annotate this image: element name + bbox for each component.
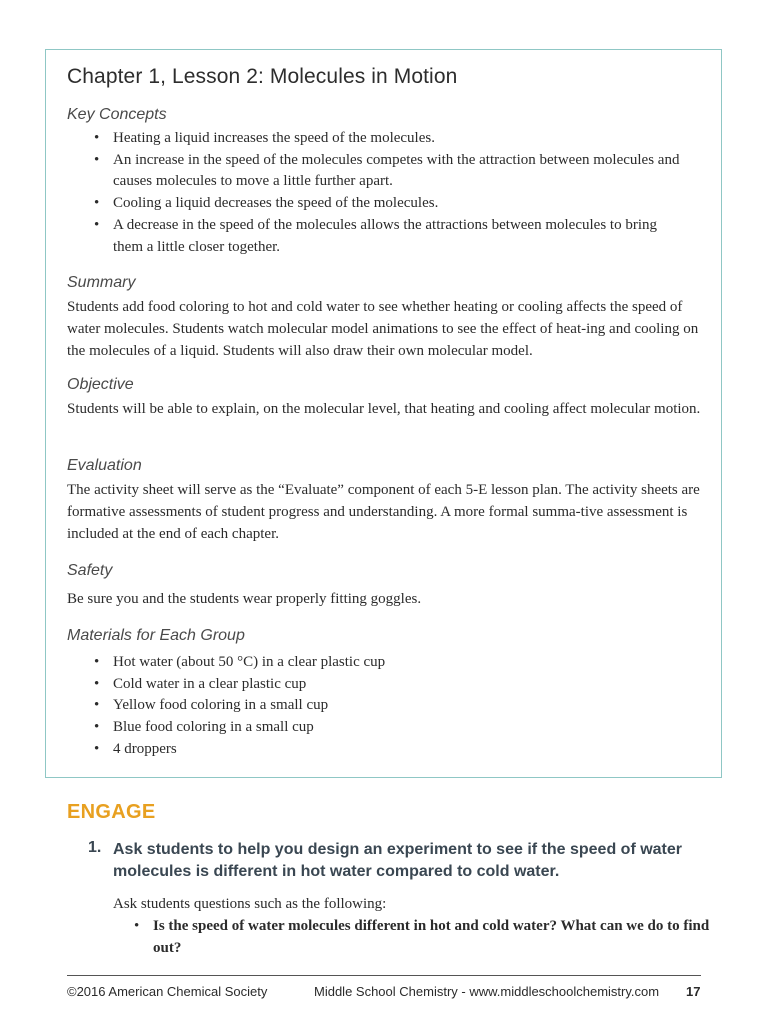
key-concepts-list bbox=[90, 128, 680, 258]
footer-divider bbox=[67, 975, 701, 976]
evaluation-text: The activity sheet will serve as the “Evaluate” component of each 5-E lesson plan. The activity sheets are formative assessments of student progress and understanding. A more formal summa-tive assessment is included at the end of each chapter. bbox=[67, 482, 700, 542]
key-concepts-heading: Key Concepts bbox=[67, 106, 167, 123]
objective-heading: Objective bbox=[67, 376, 134, 393]
step-text: Ask students to help you design an experiment to see if the speed of water molecules is different in hot water compared to cold water. bbox=[113, 841, 683, 880]
key-concept-item: • Heating a liquid increases the speed of the molecules. bbox=[90, 128, 680, 150]
question-list bbox=[130, 916, 710, 959]
footer-copyright: ©2016 American Chemical Society bbox=[67, 984, 268, 999]
page-number: 17 bbox=[686, 984, 701, 999]
material-item: • Blue food coloring in a small cup bbox=[90, 717, 680, 739]
material-item: • Cold water in a clear plastic cup bbox=[90, 674, 680, 696]
footer-source: Middle School Chemistry - www.middleschoolchemistry.com bbox=[314, 984, 660, 999]
step-number: 1. bbox=[88, 839, 102, 856]
material-item: • 4 droppers bbox=[90, 739, 680, 761]
key-concept-item: • Cooling a liquid decreases the speed of the molecules. bbox=[90, 193, 680, 215]
summary-text: Students add food coloring to hot and cold water to see whether heating or cooling affects the speed of water molecules. Students watch molecular model animations to see the effect of heat-ing and cooling on the molecules of a liquid. Students will also draw their own molecular model. bbox=[67, 299, 699, 359]
material-item: • Yellow food coloring in a small cup bbox=[90, 695, 680, 717]
safety-heading: Safety bbox=[67, 562, 113, 579]
engage-heading: ENGAGE bbox=[67, 801, 156, 823]
key-concept-item: • An increase in the speed of the molecules competes with the attraction between molecules and causes molecules to move a little further apart. bbox=[90, 150, 680, 193]
safety-text: Be sure you and the students wear properly fitting goggles. bbox=[67, 591, 422, 607]
material-item: • Hot water (about 50 °C) in a clear plastic cup bbox=[90, 652, 680, 674]
materials-list bbox=[90, 652, 680, 761]
ask-intro-text: Ask students questions such as the following: bbox=[113, 896, 387, 912]
chapter-title: Chapter 1, Lesson 2: Molecules in Motion bbox=[67, 65, 458, 88]
evaluation-heading: Evaluation bbox=[67, 457, 142, 474]
summary-heading: Summary bbox=[67, 274, 136, 291]
question-item: • Is the speed of water molecules different in hot and cold water? What can we do to find out? bbox=[130, 916, 710, 959]
key-concept-item: • A decrease in the speed of the molecules allows the attractions between molecules to bring them a little closer together. bbox=[90, 215, 680, 258]
materials-heading: Materials for Each Group bbox=[67, 627, 245, 644]
objective-text: Students will be able to explain, on the molecular level, that heating and cooling affect molecular motion. bbox=[67, 401, 701, 417]
